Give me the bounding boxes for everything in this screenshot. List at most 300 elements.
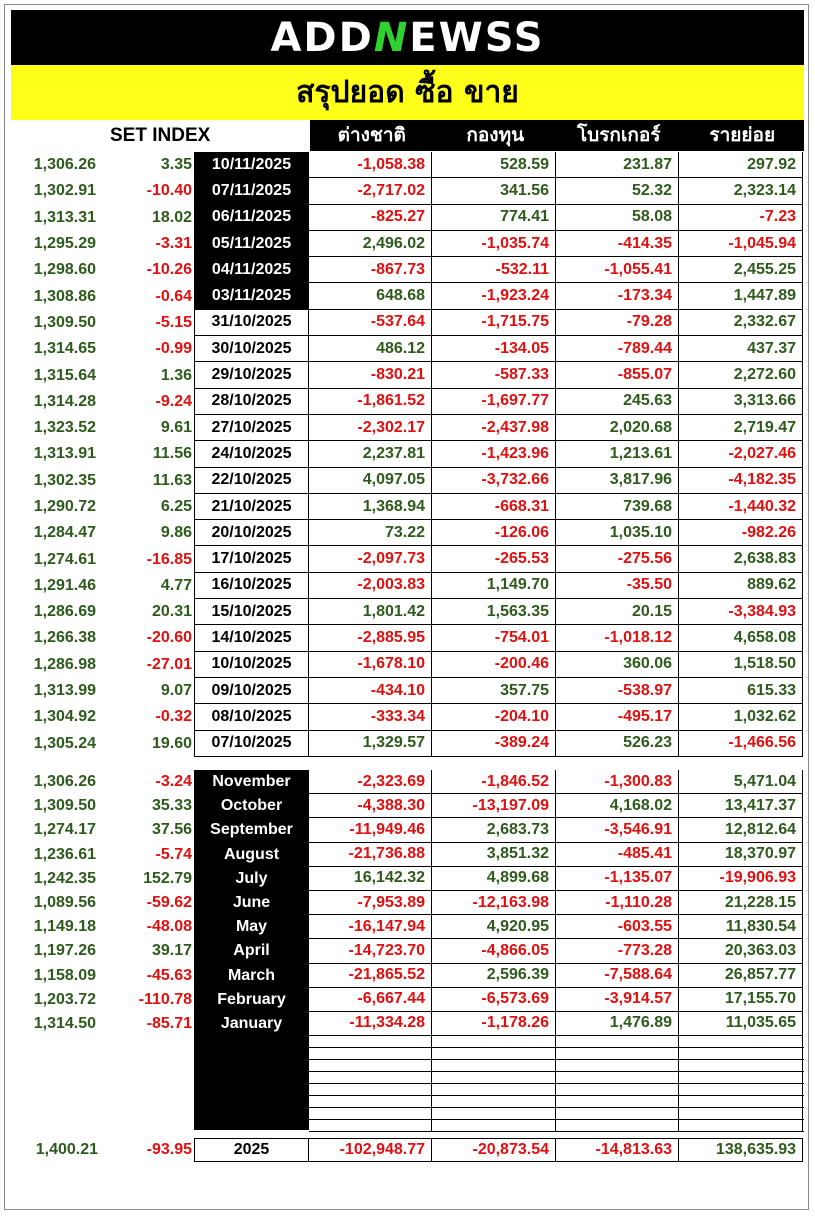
month-brokers: -1,300.83 [556, 770, 679, 794]
logo-text-2: N [373, 14, 410, 61]
row-change: -20.60 [146, 629, 192, 647]
empty-row [309, 1072, 804, 1084]
row-change: 4.77 [160, 576, 192, 594]
row-brokers: 3,817.96 [556, 468, 679, 494]
month-retail: 21,228.15 [679, 891, 803, 915]
month-foreign: -2,323.69 [309, 770, 432, 794]
row-foreign: -2,097.73 [309, 546, 432, 572]
row-retail: -3,384.93 [679, 599, 803, 625]
row-funds: -2,437.98 [432, 415, 556, 441]
empty-cell [556, 1036, 679, 1047]
row-index: 1,290.72 [33, 498, 96, 515]
row-funds: 357.75 [432, 678, 556, 704]
month-name: May [194, 915, 309, 939]
month-retail: 11,830.54 [679, 915, 803, 939]
month-funds: -13,197.09 [432, 794, 556, 818]
logo-text-1: ADD [270, 14, 374, 61]
row-change: 9.61 [160, 419, 192, 437]
empty-cell [309, 1036, 432, 1047]
month-brokers: -3,546.91 [556, 818, 679, 842]
month-funds: -4,866.05 [432, 939, 556, 963]
month-change: 35.33 [151, 797, 192, 815]
row-retail: -4,182.35 [679, 468, 803, 494]
total-brokers: -14,813.63 [556, 1138, 679, 1162]
row-brokers: 245.63 [556, 389, 679, 415]
row-funds: -668.31 [432, 494, 556, 520]
total-funds: -20,873.54 [432, 1138, 556, 1162]
month-index: 1,314.50 [33, 1014, 96, 1032]
row-index: 1,309.50 [33, 313, 96, 331]
row-date: 10/11/2025 [194, 152, 309, 178]
row-date: 20/10/2025 [194, 520, 309, 546]
row-change: -9.24 [155, 392, 192, 410]
row-index: 1,304.92 [33, 708, 96, 726]
row-funds: -3,732.66 [432, 468, 556, 494]
row-funds: -587.33 [432, 362, 556, 388]
row-date: 15/10/2025 [194, 599, 309, 625]
empty-row [309, 1060, 804, 1072]
empty-cell [556, 1072, 679, 1083]
empty-cell [679, 1060, 803, 1071]
empty-row [309, 1096, 804, 1108]
month-index: 1,197.26 [33, 942, 96, 960]
total-index: 1,400.21 [35, 1141, 98, 1158]
monthly-table [11, 770, 803, 1036]
row-change: -3.31 [155, 235, 192, 253]
month-index: 1,242.35 [33, 869, 96, 887]
empty-cell [679, 1036, 803, 1047]
month-name: August [194, 843, 309, 867]
row-date: 08/10/2025 [194, 704, 309, 730]
row-change: -10.26 [146, 261, 192, 279]
month-funds: -6,573.69 [432, 988, 556, 1012]
row-index: 1,286.98 [33, 655, 96, 673]
row-foreign: -2,717.02 [309, 178, 432, 204]
row-date: 22/10/2025 [194, 468, 309, 494]
row-index: 1,291.46 [33, 576, 96, 594]
row-funds: -204.10 [432, 704, 556, 730]
month-foreign: -11,334.28 [309, 1012, 432, 1036]
row-date: 09/10/2025 [194, 678, 309, 704]
row-index: 1,313.99 [33, 682, 96, 700]
row-foreign: 648.68 [309, 283, 432, 309]
row-index: 1,295.29 [33, 235, 96, 253]
month-change: 152.79 [143, 869, 192, 887]
month-funds: -1,178.26 [432, 1012, 556, 1036]
empty-cell [309, 1072, 432, 1083]
row-date: 28/10/2025 [194, 389, 309, 415]
month-index: 1,274.17 [33, 821, 96, 839]
row-foreign: -333.34 [309, 704, 432, 730]
row-retail: -1,440.32 [679, 494, 803, 520]
row-change: -0.32 [155, 708, 192, 726]
month-brokers: -773.28 [556, 939, 679, 963]
month-foreign: -6,667.44 [309, 988, 432, 1012]
row-funds: 528.59 [432, 152, 556, 178]
month-retail: -19,906.93 [679, 867, 803, 891]
header-funds: กองทุน [466, 124, 525, 146]
row-brokers: -789.44 [556, 336, 679, 362]
month-name: November [194, 770, 309, 794]
row-foreign: 2,496.02 [309, 231, 432, 257]
row-date: 27/10/2025 [194, 415, 309, 441]
row-change: 18.02 [151, 208, 192, 226]
month-funds: 4,920.95 [432, 915, 556, 939]
month-brokers: -485.41 [556, 843, 679, 867]
empty-cell [309, 1120, 432, 1131]
empty-cell [309, 1060, 432, 1071]
row-index: 1,306.26 [33, 156, 96, 174]
month-index: 1,089.56 [33, 894, 96, 912]
month-retail: 12,812.64 [679, 818, 803, 842]
row-brokers: -79.28 [556, 310, 679, 336]
row-date: 16/10/2025 [194, 573, 309, 599]
row-retail: 1,518.50 [679, 652, 803, 678]
row-date: 31/10/2025 [194, 310, 309, 336]
row-funds: -265.53 [432, 546, 556, 572]
month-retail: 17,155.70 [679, 988, 803, 1012]
empty-cell [432, 1036, 556, 1047]
logo-banner [11, 10, 804, 65]
row-funds: 1,563.35 [432, 599, 556, 625]
row-brokers: 231.87 [556, 152, 679, 178]
month-brokers: -3,914.57 [556, 988, 679, 1012]
row-foreign: 4,097.05 [309, 468, 432, 494]
row-funds: -754.01 [432, 625, 556, 651]
row-change: 20.31 [151, 603, 192, 621]
empty-cell [432, 1072, 556, 1083]
month-foreign: 16,142.32 [309, 867, 432, 891]
month-change: -3.24 [155, 773, 192, 791]
row-funds: -200.46 [432, 652, 556, 678]
row-index: 1,302.91 [33, 182, 96, 200]
row-retail: 2,272.60 [679, 362, 803, 388]
month-funds: 2,596.39 [432, 964, 556, 988]
empty-cell [309, 1108, 432, 1119]
row-date: 03/11/2025 [194, 283, 309, 309]
row-brokers: -275.56 [556, 546, 679, 572]
row-change: -27.01 [146, 655, 192, 673]
row-brokers: -173.34 [556, 283, 679, 309]
month-foreign: -14,723.70 [309, 939, 432, 963]
row-foreign: -537.64 [309, 310, 432, 336]
row-retail: 2,638.83 [679, 546, 803, 572]
row-funds: 774.41 [432, 205, 556, 231]
row-brokers: 2,020.68 [556, 415, 679, 441]
row-index: 1,323.52 [33, 419, 96, 437]
month-index: 1,158.09 [33, 966, 96, 984]
row-change: 1.36 [160, 366, 192, 384]
year-total-row [11, 1138, 803, 1162]
row-retail: 2,719.47 [679, 415, 803, 441]
row-retail: 2,455.25 [679, 257, 803, 283]
row-funds: -1,697.77 [432, 389, 556, 415]
row-funds: -134.05 [432, 336, 556, 362]
row-foreign: 1,329.57 [309, 731, 432, 757]
row-index: 1,314.65 [33, 340, 96, 358]
month-foreign: -11,949.46 [309, 818, 432, 842]
month-change: -59.62 [146, 894, 192, 912]
empty-cell [556, 1120, 679, 1131]
empty-cell [309, 1096, 432, 1107]
empty-cell [432, 1084, 556, 1095]
row-date: 05/11/2025 [194, 231, 309, 257]
row-retail: 2,332.67 [679, 310, 803, 336]
row-change: 9.07 [160, 682, 192, 700]
row-retail: -7.23 [679, 205, 803, 231]
empty-cell [679, 1096, 803, 1107]
row-brokers: -414.35 [556, 231, 679, 257]
row-brokers: -35.50 [556, 573, 679, 599]
row-foreign: -1,861.52 [309, 389, 432, 415]
empty-cell [679, 1072, 803, 1083]
row-funds: 341.56 [432, 178, 556, 204]
row-brokers: 1,035.10 [556, 520, 679, 546]
row-foreign: -830.21 [309, 362, 432, 388]
month-index: 1,203.72 [33, 990, 96, 1008]
row-foreign: -2,885.95 [309, 625, 432, 651]
row-retail: -1,466.56 [679, 731, 803, 757]
row-change: 6.25 [160, 498, 192, 515]
page-title: สรุปยอด ซื้อ ขาย [296, 75, 519, 110]
row-date: 17/10/2025 [194, 546, 309, 572]
addnewss-logo [270, 15, 544, 61]
column-headers [310, 120, 804, 151]
row-retail: 437.37 [679, 336, 803, 362]
month-index: 1,236.61 [33, 845, 96, 863]
month-change: -85.71 [146, 1014, 192, 1032]
row-index: 1,314.28 [33, 392, 96, 410]
month-index: 1,306.26 [33, 773, 96, 791]
header-brokers: โบรกเกอร์ [576, 124, 661, 146]
title-banner [11, 65, 804, 120]
row-change: 11.56 [152, 445, 192, 463]
empty-cell [432, 1060, 556, 1071]
month-change: 39.17 [151, 942, 192, 960]
row-foreign: 1,368.94 [309, 494, 432, 520]
month-funds: 4,899.68 [432, 867, 556, 891]
row-brokers: -538.97 [556, 678, 679, 704]
row-funds: -1,923.24 [432, 283, 556, 309]
set-index-header: SET INDEX [110, 125, 211, 146]
row-retail: -1,045.94 [679, 231, 803, 257]
month-funds: 2,683.73 [432, 818, 556, 842]
row-foreign: 73.22 [309, 520, 432, 546]
empty-cell [309, 1084, 432, 1095]
row-foreign: -1,678.10 [309, 652, 432, 678]
empty-month-column [194, 1036, 309, 1130]
empty-cell [432, 1096, 556, 1107]
month-foreign: -21,865.52 [309, 964, 432, 988]
month-name: June [194, 891, 309, 915]
logo-text-3: EWSS [409, 14, 545, 61]
row-index: 1,302.35 [33, 471, 96, 489]
empty-cell [556, 1060, 679, 1071]
month-foreign: -7,953.89 [309, 891, 432, 915]
row-foreign: -867.73 [309, 257, 432, 283]
row-foreign: 1,801.42 [309, 599, 432, 625]
month-retail: 13,417.37 [679, 794, 803, 818]
row-index: 1,313.91 [33, 445, 96, 463]
row-index: 1,308.86 [33, 287, 96, 305]
row-change: -16.85 [146, 550, 192, 568]
row-foreign: -2,003.83 [309, 573, 432, 599]
month-foreign: -16,147.94 [309, 915, 432, 939]
row-change: -5.15 [155, 313, 192, 331]
month-name: January [194, 1012, 309, 1036]
month-brokers: -7,588.64 [556, 964, 679, 988]
row-index: 1,286.69 [33, 603, 96, 621]
empty-cell [679, 1108, 803, 1119]
empty-cell [679, 1120, 803, 1131]
month-funds: 3,851.32 [432, 843, 556, 867]
row-index: 1,305.24 [33, 734, 96, 752]
empty-cell [556, 1048, 679, 1059]
row-date: 10/10/2025 [194, 652, 309, 678]
month-foreign: -4,388.30 [309, 794, 432, 818]
empty-row [309, 1084, 804, 1096]
row-retail: 4,658.08 [679, 625, 803, 651]
row-date: 21/10/2025 [194, 494, 309, 520]
empty-cell [679, 1048, 803, 1059]
row-date: 29/10/2025 [194, 362, 309, 388]
row-funds: -1,035.74 [432, 231, 556, 257]
month-brokers: 1,476.89 [556, 1012, 679, 1036]
row-funds: 1,149.70 [432, 573, 556, 599]
row-brokers: 526.23 [556, 731, 679, 757]
row-foreign: -825.27 [309, 205, 432, 231]
row-date: 24/10/2025 [194, 441, 309, 467]
row-date: 07/10/2025 [194, 731, 309, 757]
row-brokers: 52.32 [556, 178, 679, 204]
total-retail: 138,635.93 [679, 1138, 803, 1162]
row-retail: 1,447.89 [679, 283, 803, 309]
month-change: -45.63 [146, 966, 192, 984]
row-retail: 3,313.66 [679, 389, 803, 415]
row-foreign: 2,237.81 [309, 441, 432, 467]
row-retail: -2,027.46 [679, 441, 803, 467]
row-change: 9.86 [160, 524, 192, 542]
row-funds: -126.06 [432, 520, 556, 546]
row-index: 1,298.60 [33, 261, 96, 279]
row-funds: -389.24 [432, 731, 556, 757]
row-brokers: 20.15 [556, 599, 679, 625]
month-name: February [194, 988, 309, 1012]
month-name: October [194, 794, 309, 818]
empty-cell [432, 1120, 556, 1131]
row-funds: -532.11 [432, 257, 556, 283]
empty-row [309, 1120, 804, 1132]
row-retail: 2,323.14 [679, 178, 803, 204]
row-change: 19.60 [151, 734, 192, 752]
row-change: -0.64 [155, 287, 192, 305]
row-date: 07/11/2025 [194, 178, 309, 204]
row-change: -0.99 [155, 340, 192, 358]
month-retail: 20,363.03 [679, 939, 803, 963]
row-change: -10.40 [146, 182, 192, 200]
empty-cell [556, 1108, 679, 1119]
month-brokers: -1,135.07 [556, 867, 679, 891]
empty-cell [309, 1048, 432, 1059]
row-foreign: -1,058.38 [309, 152, 432, 178]
month-retail: 11,035.65 [679, 1012, 803, 1036]
month-retail: 26,857.77 [679, 964, 803, 988]
row-change: 3.35 [160, 156, 192, 174]
empty-row [309, 1036, 804, 1048]
empty-cell [679, 1084, 803, 1095]
total-foreign: -102,948.77 [309, 1138, 432, 1162]
row-date: 30/10/2025 [194, 336, 309, 362]
row-retail: 615.33 [679, 678, 803, 704]
row-brokers: -1,018.12 [556, 625, 679, 651]
row-index: 1,315.64 [33, 366, 96, 384]
month-name: September [194, 818, 309, 842]
month-change: -5.74 [155, 845, 192, 863]
row-date: 06/11/2025 [194, 205, 309, 231]
row-brokers: -1,055.41 [556, 257, 679, 283]
month-foreign: -21,736.88 [309, 843, 432, 867]
empty-cell [556, 1084, 679, 1095]
row-brokers: -495.17 [556, 704, 679, 730]
header-foreign: ต่างชาติ [337, 124, 406, 146]
month-funds: -1,846.52 [432, 770, 556, 794]
row-index: 1,313.31 [33, 208, 96, 226]
row-brokers: 1,213.61 [556, 441, 679, 467]
row-index: 1,284.47 [33, 524, 96, 542]
row-retail: -982.26 [679, 520, 803, 546]
month-change: 37.56 [151, 821, 192, 839]
row-index: 1,274.61 [33, 550, 96, 568]
month-brokers: 4,168.02 [556, 794, 679, 818]
row-retail: 297.92 [679, 152, 803, 178]
row-foreign: -434.10 [309, 678, 432, 704]
month-change: -110.78 [138, 990, 192, 1008]
empty-rows [309, 1036, 804, 1132]
row-foreign: 486.12 [309, 336, 432, 362]
daily-table [11, 152, 803, 757]
month-index: 1,309.50 [33, 797, 96, 815]
total-change: -93.95 [146, 1141, 192, 1158]
row-brokers: -855.07 [556, 362, 679, 388]
row-brokers: 58.08 [556, 205, 679, 231]
month-retail: 5,471.04 [679, 770, 803, 794]
month-brokers: -1,110.28 [556, 891, 679, 915]
row-index: 1,266.38 [33, 629, 96, 647]
month-brokers: -603.55 [556, 915, 679, 939]
row-date: 04/11/2025 [194, 257, 309, 283]
month-funds: -12,163.98 [432, 891, 556, 915]
month-index: 1,149.18 [33, 918, 96, 936]
empty-cell [432, 1048, 556, 1059]
month-name: July [194, 867, 309, 891]
row-brokers: 360.06 [556, 652, 679, 678]
month-name: April [194, 939, 309, 963]
month-name: March [194, 964, 309, 988]
empty-cell [556, 1096, 679, 1107]
empty-row [309, 1048, 804, 1060]
row-brokers: 739.68 [556, 494, 679, 520]
row-date: 14/10/2025 [194, 625, 309, 651]
header-retail: รายย่อย [709, 124, 776, 146]
row-retail: 889.62 [679, 573, 803, 599]
empty-cell [432, 1108, 556, 1119]
month-change: -48.08 [146, 918, 192, 936]
row-foreign: -2,302.17 [309, 415, 432, 441]
row-funds: -1,715.75 [432, 310, 556, 336]
month-retail: 18,370.97 [679, 843, 803, 867]
row-change: 11.63 [152, 471, 192, 489]
row-funds: -1,423.96 [432, 441, 556, 467]
